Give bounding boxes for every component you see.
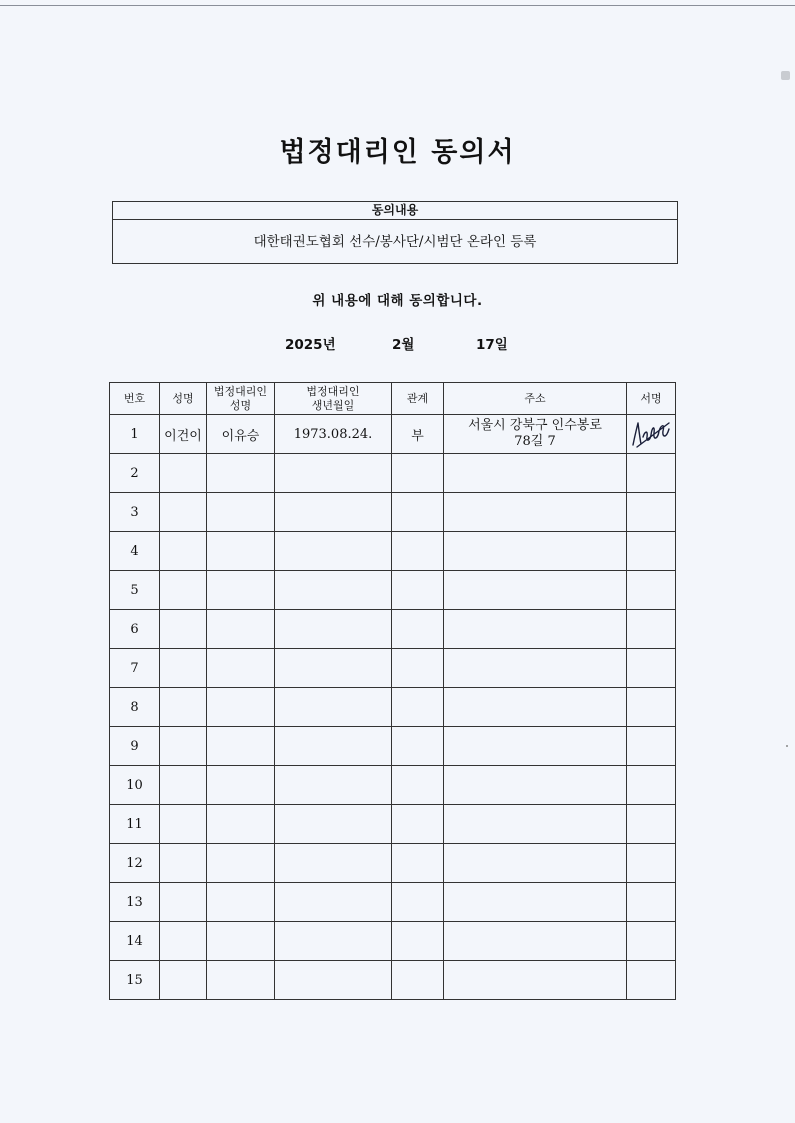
page-title: 법정대리인 동의서 — [279, 137, 516, 168]
cell-relation — [392, 688, 444, 727]
cell-guardian-birth: 1973.08.24. — [275, 415, 392, 454]
cell-signature — [627, 649, 676, 688]
table-row — [110, 688, 676, 727]
cell-relation — [392, 961, 444, 1000]
cell-guardian-birth — [275, 766, 392, 805]
cell-address — [444, 727, 627, 766]
header-address: 주소 — [444, 383, 627, 415]
cell-guardian-birth — [275, 610, 392, 649]
cell-no: 1 — [110, 415, 160, 454]
table-row — [110, 844, 676, 883]
cell-name — [160, 493, 207, 532]
cell-address — [444, 415, 627, 454]
date-day: 17일 — [476, 337, 508, 353]
consent-content: 대한태권도협회 선수/봉사단/시범단 온라인 등록 — [253, 234, 537, 250]
cell-name — [160, 571, 207, 610]
handwritten-signature-icon — [629, 417, 673, 451]
cell-signature — [627, 532, 676, 571]
cell-guardian-name — [207, 844, 275, 883]
table-row — [110, 766, 676, 805]
cell-guardian-name — [207, 766, 275, 805]
cell-name — [160, 610, 207, 649]
cell-address — [444, 961, 627, 1000]
cell-signature — [627, 454, 676, 493]
cell-guardian-birth — [275, 571, 392, 610]
cell-guardian-name: 이유승 — [207, 415, 275, 454]
table-row — [110, 805, 676, 844]
cell-signature — [627, 844, 676, 883]
table-row — [110, 883, 676, 922]
address-line: 78길 7 — [514, 434, 556, 449]
cell-relation — [392, 727, 444, 766]
cell-guardian-birth — [275, 454, 392, 493]
cell-no: 6 — [110, 610, 160, 649]
cell-guardian-name — [207, 610, 275, 649]
cell-no: 9 — [110, 727, 160, 766]
date-year: 2025년 — [285, 337, 336, 353]
cell-address — [444, 454, 627, 493]
cell-guardian-birth — [275, 844, 392, 883]
table-row — [110, 610, 676, 649]
cell-name — [160, 454, 207, 493]
cell-address — [444, 532, 627, 571]
cell-address — [444, 766, 627, 805]
table-row — [110, 415, 676, 454]
cell-no: 5 — [110, 571, 160, 610]
scan-artifact — [781, 71, 790, 80]
table-row — [110, 649, 676, 688]
header-guardian-name: 법정대리인 성명 — [207, 383, 275, 415]
cell-no: 13 — [110, 883, 160, 922]
cell-no: 15 — [110, 961, 160, 1000]
cell-name — [160, 805, 207, 844]
header-guardian-birth: 법정대리인 생년월일 — [275, 383, 392, 415]
cell-signature — [627, 883, 676, 922]
cell-guardian-name — [207, 922, 275, 961]
table-header-row — [110, 383, 676, 415]
header-signature: 서명 — [627, 383, 676, 415]
cell-no: 12 — [110, 844, 160, 883]
cell-name — [160, 688, 207, 727]
consent-box — [112, 201, 678, 264]
cell-no: 7 — [110, 649, 160, 688]
cell-signature — [627, 961, 676, 1000]
cell-name — [160, 922, 207, 961]
cell-relation — [392, 454, 444, 493]
table-row — [110, 493, 676, 532]
table-row — [110, 922, 676, 961]
cell-address — [444, 493, 627, 532]
cell-signature — [627, 415, 676, 454]
cell-no: 2 — [110, 454, 160, 493]
consent-header: 동의내용 — [113, 202, 677, 220]
cell-relation — [392, 571, 444, 610]
cell-no: 10 — [110, 766, 160, 805]
cell-signature — [627, 688, 676, 727]
cell-relation — [392, 532, 444, 571]
cell-relation — [392, 649, 444, 688]
cell-address — [444, 805, 627, 844]
cell-relation: 부 — [392, 415, 444, 454]
cell-address — [444, 883, 627, 922]
cell-guardian-name — [207, 688, 275, 727]
cell-relation — [392, 805, 444, 844]
cell-guardian-birth — [275, 961, 392, 1000]
cell-guardian-name — [207, 805, 275, 844]
guardian-table — [109, 382, 676, 1000]
cell-guardian-name — [207, 883, 275, 922]
cell-name — [160, 844, 207, 883]
cell-no: 3 — [110, 493, 160, 532]
cell-name — [160, 532, 207, 571]
header-no: 번호 — [110, 383, 160, 415]
cell-no: 14 — [110, 922, 160, 961]
cell-guardian-birth — [275, 493, 392, 532]
cell-signature — [627, 610, 676, 649]
cell-guardian-name — [207, 532, 275, 571]
cell-relation — [392, 883, 444, 922]
cell-guardian-name — [207, 493, 275, 532]
cell-no: 8 — [110, 688, 160, 727]
cell-guardian-name — [207, 727, 275, 766]
cell-address — [444, 571, 627, 610]
cell-relation — [392, 922, 444, 961]
cell-address — [444, 922, 627, 961]
cell-signature — [627, 727, 676, 766]
agreement-text: 위 내용에 대해 동의합니다. — [312, 293, 483, 309]
cell-relation — [392, 766, 444, 805]
cell-guardian-birth — [275, 883, 392, 922]
cell-signature — [627, 766, 676, 805]
cell-guardian-birth — [275, 532, 392, 571]
address-line: 서울시 강북구 인수봉로 — [468, 418, 602, 433]
cell-name — [160, 883, 207, 922]
cell-address — [444, 688, 627, 727]
cell-signature — [627, 493, 676, 532]
scan-artifact-dot — [786, 745, 788, 747]
table-row — [110, 454, 676, 493]
cell-name — [160, 766, 207, 805]
cell-name — [160, 961, 207, 1000]
cell-no: 11 — [110, 805, 160, 844]
cell-guardian-birth — [275, 922, 392, 961]
cell-signature — [627, 571, 676, 610]
cell-guardian-birth — [275, 805, 392, 844]
table-row — [110, 961, 676, 1000]
cell-guardian-name — [207, 454, 275, 493]
table-row — [110, 571, 676, 610]
cell-name — [160, 649, 207, 688]
table-row — [110, 727, 676, 766]
cell-guardian-birth — [275, 727, 392, 766]
cell-name: 이건이 — [160, 415, 207, 454]
header-relation: 관계 — [392, 383, 444, 415]
cell-address — [444, 649, 627, 688]
cell-signature — [627, 805, 676, 844]
cell-relation — [392, 844, 444, 883]
cell-guardian-name — [207, 961, 275, 1000]
cell-name — [160, 727, 207, 766]
cell-guardian-name — [207, 571, 275, 610]
cell-guardian-birth — [275, 649, 392, 688]
header-name: 성명 — [160, 383, 207, 415]
cell-address — [444, 844, 627, 883]
table-row — [110, 532, 676, 571]
cell-relation — [392, 493, 444, 532]
scan-top-border — [0, 5, 795, 6]
cell-no: 4 — [110, 532, 160, 571]
cell-signature — [627, 922, 676, 961]
date-month: 2월 — [392, 337, 415, 353]
cell-guardian-name — [207, 649, 275, 688]
cell-address — [444, 610, 627, 649]
cell-guardian-birth — [275, 688, 392, 727]
cell-relation — [392, 610, 444, 649]
